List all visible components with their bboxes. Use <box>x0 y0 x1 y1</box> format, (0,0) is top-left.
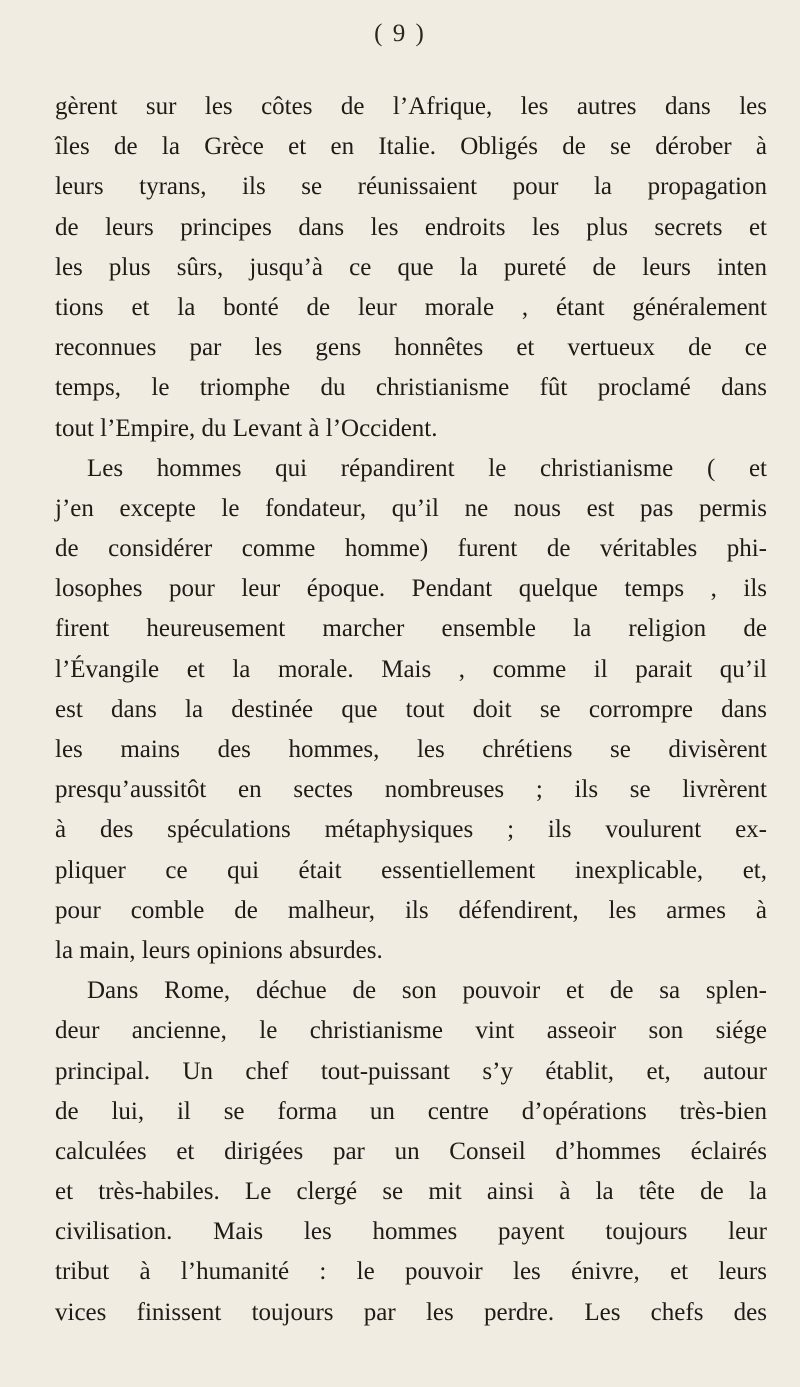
body-text <box>55 87 767 1333</box>
text-line: civilisation. Mais les hommes payent toujours leur <box>55 1218 767 1246</box>
text-line: de lui, il se forma un centre d’opérations très-bien <box>55 1097 767 1125</box>
text-line: losophes pour leur époque. Pendant quelque temps , ils <box>55 575 767 603</box>
text-line: à des spéculations métaphysiques ; ils voulurent ex- <box>55 816 767 844</box>
text-line: j’en excepte le fondateur, qu’il ne nous est pas permis <box>55 494 767 522</box>
text-line: Dans Rome, déchue de son pouvoir et de sa splen- <box>87 977 767 1005</box>
text-line: vices finissent toujours par les perdre. Les chefs des <box>55 1298 767 1326</box>
text-line: la main, leurs opinions absurdes. <box>55 936 383 964</box>
text-line: leurs tyrans, ils se réunissaient pour la propagation <box>55 173 767 201</box>
page-number: ( 9 ) <box>374 20 426 47</box>
text-line: tribut à l’humanité : le pouvoir les énivre, et leurs <box>55 1258 767 1286</box>
text-line: îles de la Grèce et en Italie. Obligés de se dérober à <box>55 133 767 161</box>
text-line: et très-habiles. Le clergé se mit ainsi à la tête de la <box>55 1178 767 1206</box>
text-line: reconnues par les gens honnêtes et vertueux de ce <box>55 334 767 362</box>
text-line: gèrent sur les côtes de l’Afrique, les autres dans les <box>55 93 767 120</box>
text-line: est dans la destinée que tout doit se corrompre dans <box>55 695 767 723</box>
text-line: temps, le triomphe du christianisme fût proclamé dans <box>55 374 767 402</box>
text-line: tout l’Empire, du Levant à l’Occident. <box>55 414 438 442</box>
text-line: pour comble de malheur, ils défendirent, les armes à <box>55 896 767 924</box>
text-line: calculées et dirigées par un Conseil d’hommes éclairés <box>55 1137 767 1165</box>
text-line: presqu’aussitôt en sectes nombreuses ; ils se livrèrent <box>55 776 767 804</box>
text-line: de considérer comme homme) furent de véritables phi- <box>55 535 767 563</box>
text-line: pliquer ce qui était essentiellement inexplicable, et, <box>55 856 767 884</box>
text-line: Les hommes qui répandirent le christianisme ( et <box>87 454 767 482</box>
text-line: firent heureusement marcher ensemble la religion de <box>55 615 767 643</box>
text-line: de leurs principes dans les endroits les plus secrets et <box>55 213 767 241</box>
text-line: l’Évangile et la morale. Mais , comme il parait qu’il <box>55 655 767 683</box>
text-line: les plus sûrs, jusqu’à ce que la pureté de leurs inten <box>55 253 767 281</box>
text-line: deur ancienne, le christianisme vint asseoir son siége <box>55 1017 767 1045</box>
text-line: principal. Un chef tout-puissant s’y établit, et, autour <box>55 1057 767 1085</box>
text-line: tions et la bonté de leur morale , étant généralement <box>55 293 767 321</box>
text-line: les mains des hommes, les chrétiens se divisèrent <box>55 736 767 763</box>
